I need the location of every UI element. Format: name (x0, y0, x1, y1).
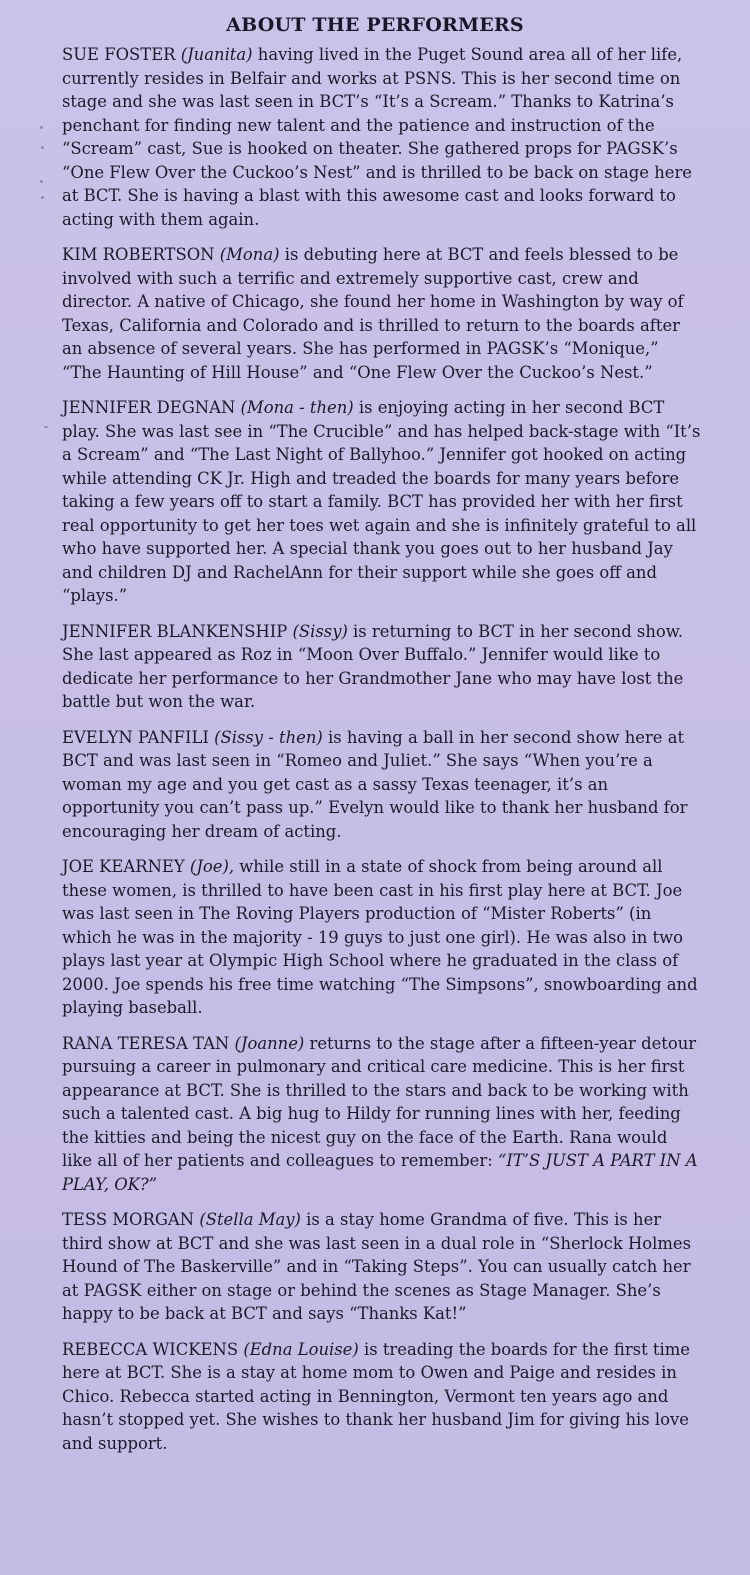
performer-role: (Juanita) (180, 45, 253, 64)
performer-name: RANA TERESA TAN (62, 1033, 230, 1053)
performer-name: SUE FOSTER (62, 45, 176, 64)
paper-speck (40, 126, 43, 129)
performer-name: TESS MORGAN (62, 1210, 195, 1229)
bio-text: is returning to BCT in her second show. She last appeared as Roz in “Moon Over Buffalo.” Jennifer would like to dedicate her performance to her Grandmother Jane who may have lost the battle but won the war. (62, 621, 684, 711)
performer-role: (Stella May) (199, 1210, 301, 1229)
bio-text: while still in a state of shock from being around all these women, is thrilled to have been cast in his first play here at BCT. Joe was last seen in The Roving Players production of “Mister Roberts” (in which he was in the majority - 19 guys to just one girl). He was also in two plays last year at Olympic High School where he graduated in the class of 2000. Joe spends his free time watching “The Simpsons”, snowboarding and playing baseball. (62, 857, 698, 1017)
performer-name: REBECCA WICKENS (62, 1339, 239, 1359)
performer-role: (Joanne) (234, 1033, 305, 1053)
performer-role: (Mona) (219, 245, 280, 264)
bio-text: returns to the stage after a fifteen-year detour pursuing a career in pulmonary and critical care medicine. This is her first appearance at BCT. She is thrilled to the stars and back to be working with such a talented cast. A big hug to Hildy for running lines with her, feeding the kitties and being the nicest guy on the face of the Earth. Rana would like all of her patients and colleagues to remember: (62, 1033, 697, 1170)
bio-joe-kearney (62, 855, 702, 1020)
bio-jennifer-degnan (62, 396, 702, 608)
bio-jennifer-blankenship (62, 620, 702, 714)
performer-name: JENNIFER DEGNAN (62, 398, 236, 417)
bio-rebecca-wickens (62, 1338, 702, 1456)
performer-name: KIM ROBERTSON (62, 245, 215, 264)
bio-text: is treading the boards for the first time here at BCT. She is a stay at home mom to Owen and Paige and resides in Chico. Rebecca started acting in Bennington, Vermont ten years ago and hasn’t stopped yet. She wishes to thank her husband Jim for giving his love and support. (62, 1339, 690, 1453)
bio-text: is enjoying acting in her second BCT play. She was last see in “The Crucible” and has helped back-stage with “It’s a Scream” and “The Last Night of Ballyhoo.” Jennifer got hooked on acting while attending CK Jr. High and treaded the boards for many years before taking a few years off to start a family. BCT has provided her with her first real opportunity to get her toes wet again and she is infinitely grateful to all who have supported her. A special thank you goes out to her husband Jay and children DJ and RachelAnn for their support while she goes off and “plays.” (62, 398, 701, 605)
bio-sue-foster (62, 43, 702, 231)
bio-text: is debuting here at BCT and feels blessed to be involved with such a terrific and extremely supportive cast, crew and director. A native of Chicago, she found her home in Washington by way of Texas, California and Colorado and is thrilled to return to the boards after an absence of several years. She has performed in PAGSK’s “Monique,” “The Haunting of Hill House” and “One Flew Over the Cuckoo’s Nest.” (62, 245, 684, 382)
performer-role: (Sissy - then) (214, 727, 323, 747)
bio-rana-teresa-tan (62, 1032, 702, 1197)
paper-speck (41, 196, 44, 199)
performer-role: (Edna Louise) (243, 1339, 359, 1359)
performer-role: (Joe), (189, 857, 235, 876)
bio-kim-robertson (62, 243, 702, 384)
bio-text: having lived in the Puget Sound area all of her life, currently resides in Belfair and works at PSNS. This is her second time on stage and she was last seen in BCT’s “It’s a Scream.” Thanks to Katrina’s penchant for finding new talent and the patience and instruction of the “Scream” cast, Sue is hooked on theater. She gathered props for PAGSK’s “One Flew Over the Cuckoo’s Nest” and is thrilled to be back on stage here at BCT. She is having a blast with this awesome cast and looks forward to acting with them again. (62, 45, 692, 229)
bio-text: is a stay home Grandma of five. This is her third show at BCT and she was last seen in a dual role in “Sherlock Holmes Hound of The Baskerville” and in “Taking Steps”. You can usually catch her at PAGSK either on stage or behind the scenes as Stage Manager. She’s happy to be back at BCT and says “Thanks Kat!” (62, 1210, 692, 1323)
paper-speck (44, 426, 48, 428)
bios-list (62, 43, 702, 1467)
performer-name: JOE KEARNEY (62, 857, 185, 876)
paper-speck (40, 180, 43, 183)
paper-speck (41, 146, 44, 149)
performer-role: (Mona - then) (240, 398, 354, 417)
performer-role: (Sissy) (292, 621, 348, 641)
performer-name: JENNIFER BLANKENSHIP (62, 621, 288, 641)
bio-text: is having a ball in her second show here at BCT and was last seen in “Romeo and Juliet.” She says “When you’re a woman my age and you get cast as a sassy Texas teenager, it’s an opportunity you can’t pass up.” Evelyn would like to thank her husband for encouraging her dream of acting. (62, 727, 688, 841)
bio-italic-quote: “IT’S JUST A PART IN A PLAY, OK?” (62, 1151, 698, 1194)
performer-name: EVELYN PANFILI (62, 727, 209, 747)
bio-tess-morgan (62, 1208, 702, 1326)
bio-evelyn-panfili (62, 726, 702, 844)
page-title: ABOUT THE PERFORMERS (226, 14, 524, 36)
